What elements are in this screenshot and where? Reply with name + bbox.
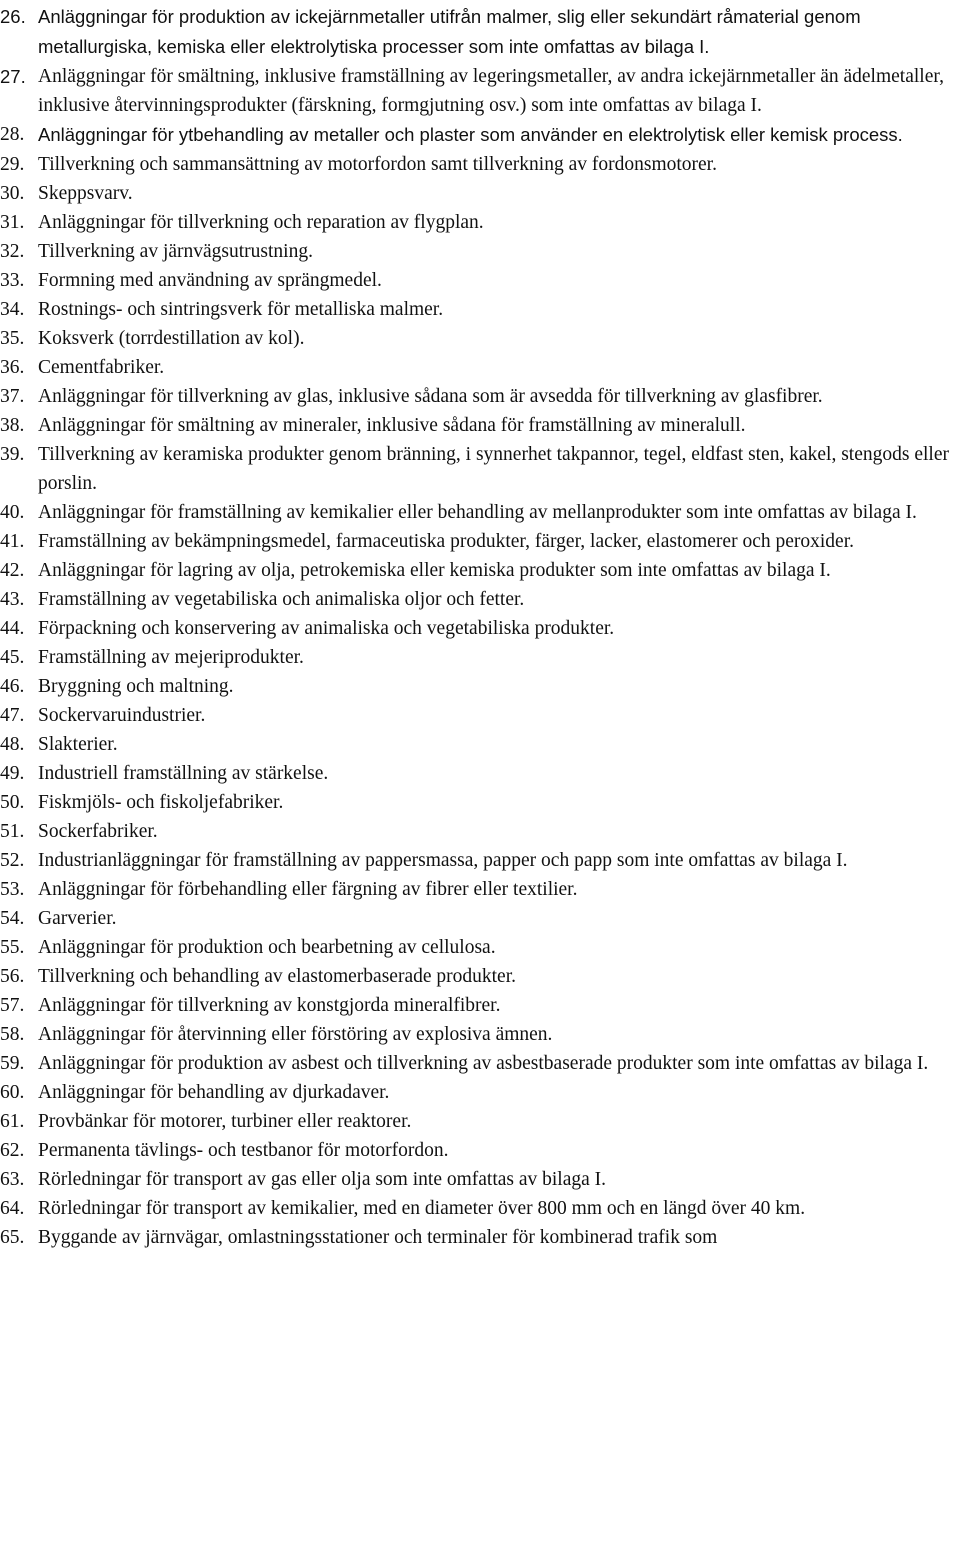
- item-text: Framställning av bekämpningsmedel, farmaceutiska produkter, färger, lacker, elastomerer och peroxider.: [38, 531, 854, 552]
- list-item: [0, 179, 958, 208]
- item-number: 26.: [0, 6, 26, 27]
- item-text: Anläggningar för produktion av ickejärnmetaller utifrån malmer, slig eller sekundärt råmaterial genom metallurgiska, kemiska eller elektrolytiska processer som inte omfattas av bilaga I.: [38, 6, 861, 57]
- list-item: [0, 991, 958, 1020]
- item-number: 42.: [0, 560, 25, 581]
- item-text: Tillverkning av keramiska produkter genom bränning, i synnerhet takpannor, tegel, eldfast sten, kakel, stengods eller porslin.: [38, 444, 949, 494]
- item-text: Förpackning och konservering av animaliska och vegetabiliska produkter.: [38, 618, 615, 639]
- item-text: Anläggningar för framställning av kemikalier eller behandling av mellanprodukter som inte omfattas av bilaga I.: [38, 502, 917, 523]
- list-item: [0, 150, 958, 179]
- item-number: 59.: [0, 1053, 25, 1074]
- list-item: [0, 1078, 958, 1107]
- item-number: 54.: [0, 908, 25, 929]
- list-item: [0, 2, 958, 62]
- item-number: 33.: [0, 270, 25, 291]
- item-number: 61.: [0, 1111, 25, 1132]
- item-number: 31.: [0, 212, 25, 233]
- item-text: Sockervaruindustrier.: [38, 705, 206, 726]
- list-item: [0, 701, 958, 730]
- item-text: Tillverkning av järnvägsutrustning.: [38, 241, 313, 262]
- item-text: Anläggningar för smältning av mineraler, inklusive sådana för framställning av mineralull.: [38, 415, 746, 436]
- item-number: 50.: [0, 792, 25, 813]
- list-item: [0, 904, 958, 933]
- list-item: [0, 527, 958, 556]
- item-number: 39.: [0, 444, 25, 465]
- item-number: 36.: [0, 357, 25, 378]
- list-item: [0, 672, 958, 701]
- list-item: [0, 1107, 958, 1136]
- list-item: [0, 1136, 958, 1165]
- list-item: [0, 62, 958, 120]
- item-text: Permanenta tävlings- och testbanor för motorfordon.: [38, 1140, 449, 1161]
- item-number: 46.: [0, 676, 25, 697]
- list-item: [0, 643, 958, 672]
- list-item: [0, 614, 958, 643]
- item-text: Bryggning och maltning.: [38, 676, 234, 697]
- list-item: [0, 933, 958, 962]
- numbered-list: [0, 2, 958, 1252]
- item-number: 34.: [0, 299, 25, 320]
- list-item: [0, 556, 958, 585]
- item-text: Byggande av järnvägar, omlastningsstationer och terminaler för kombinerad trafik som: [38, 1227, 718, 1248]
- list-item: [0, 411, 958, 440]
- list-item: [0, 585, 958, 614]
- item-number: 41.: [0, 531, 25, 552]
- item-number: 30.: [0, 183, 25, 204]
- item-text: Anläggningar för produktion och bearbetning av cellulosa.: [38, 937, 496, 958]
- list-item: [0, 440, 958, 498]
- list-item: [0, 1223, 958, 1252]
- item-number: 55.: [0, 937, 25, 958]
- item-number: 52.: [0, 850, 25, 871]
- item-number: 32.: [0, 241, 25, 262]
- list-item: [0, 875, 958, 904]
- list-item: [0, 730, 958, 759]
- item-text: Fiskmjöls- och fiskoljefabriker.: [38, 792, 284, 813]
- list-item: [0, 266, 958, 295]
- item-text: Tillverkning och sammansättning av motorfordon samt tillverkning av fordonsmotorer.: [38, 154, 717, 175]
- item-number: 45.: [0, 647, 25, 668]
- item-text: Rostnings- och sintringsverk för metalliska malmer.: [38, 299, 444, 320]
- list-item: [0, 788, 958, 817]
- item-text: Anläggningar för behandling av djurkadaver.: [38, 1082, 390, 1103]
- item-text: Slakterier.: [38, 734, 118, 755]
- item-text: Anläggningar för tillverkning och reparation av flygplan.: [38, 212, 484, 233]
- list-item: [0, 324, 958, 353]
- item-text: Provbänkar för motorer, turbiner eller reaktorer.: [38, 1111, 412, 1132]
- item-number: 65.: [0, 1227, 25, 1248]
- item-number: 57.: [0, 995, 25, 1016]
- item-text: Anläggningar för produktion av asbest och tillverkning av asbestbaserade produkter som inte omfattas av bilaga I.: [38, 1053, 929, 1074]
- item-text: Anläggningar för lagring av olja, petrokemiska eller kemiska produkter som inte omfattas av bilaga I.: [38, 560, 831, 581]
- item-number: 37.: [0, 386, 25, 407]
- item-text: Anläggningar för smältning, inklusive framställning av legeringsmetaller, av andra ickejärnmetaller än ädelmetaller, inklusive återvinningsprodukter (färskning, formgjutning osv.) som inte omfattas av bilaga I.: [38, 66, 944, 116]
- item-number: 40.: [0, 502, 25, 523]
- item-number: 62.: [0, 1140, 25, 1161]
- list-item: [0, 1165, 958, 1194]
- item-text: Sockerfabriker.: [38, 821, 158, 842]
- item-text: Anläggningar för förbehandling eller färgning av fibrer eller textilier.: [38, 879, 578, 900]
- item-number: 44.: [0, 618, 25, 639]
- item-text: Tillverkning och behandling av elastomerbaserade produkter.: [38, 966, 516, 987]
- list-item: [0, 382, 958, 411]
- item-text: Framställning av mejeriprodukter.: [38, 647, 304, 668]
- item-text: Formning med användning av sprängmedel.: [38, 270, 382, 291]
- list-item: [0, 1020, 958, 1049]
- item-text: Garverier.: [38, 908, 117, 929]
- item-number: 27.: [0, 66, 26, 87]
- item-text: Framställning av vegetabiliska och animaliska oljor och fetter.: [38, 589, 525, 610]
- list-item: [0, 120, 958, 150]
- list-item: [0, 498, 958, 527]
- item-number: 48.: [0, 734, 25, 755]
- item-text: Koksverk (torrdestillation av kol).: [38, 328, 305, 349]
- item-text: Anläggningar för återvinning eller förstöring av explosiva ämnen.: [38, 1024, 553, 1045]
- item-number: 29.: [0, 154, 25, 175]
- list-item: [0, 237, 958, 266]
- item-number: 43.: [0, 589, 25, 610]
- list-item: [0, 759, 958, 788]
- list-item: [0, 962, 958, 991]
- item-number: 47.: [0, 705, 25, 726]
- item-number: 49.: [0, 763, 25, 784]
- item-number: 56.: [0, 966, 25, 987]
- item-text: Rörledningar för transport av kemikalier, med en diameter över 800 mm och en längd över 40 km.: [38, 1198, 806, 1219]
- list-item: [0, 817, 958, 846]
- item-text: Cementfabriker.: [38, 357, 165, 378]
- item-number: 51.: [0, 821, 25, 842]
- item-number: 53.: [0, 879, 25, 900]
- list-item: [0, 353, 958, 382]
- list-item: [0, 846, 958, 875]
- item-text: Industrianläggningar för framställning av pappersmassa, papper och papp som inte omfattas av bilaga I.: [38, 850, 848, 871]
- list-item: [0, 208, 958, 237]
- item-number: 64.: [0, 1198, 25, 1219]
- item-number: 35.: [0, 328, 25, 349]
- list-item: [0, 1194, 958, 1223]
- item-text: Anläggningar för tillverkning av glas, inklusive sådana som är avsedda för tillverkning av glasfibrer.: [38, 386, 823, 407]
- list-item: [0, 1049, 958, 1078]
- item-text: Rörledningar för transport av gas eller olja som inte omfattas av bilaga I.: [38, 1169, 607, 1190]
- list-item: [0, 295, 958, 324]
- item-number: 58.: [0, 1024, 25, 1045]
- item-text: Skeppsvarv.: [38, 183, 133, 204]
- item-number: 38.: [0, 415, 25, 436]
- item-text: Anläggningar för ytbehandling av metaller och plaster som använder en elektrolytisk eller kemisk process.: [38, 124, 903, 145]
- item-number: 60.: [0, 1082, 25, 1103]
- item-text: Anläggningar för tillverkning av konstgjorda mineralfibrer.: [38, 995, 501, 1016]
- item-number: 28.: [0, 124, 25, 145]
- item-number: 63.: [0, 1169, 25, 1190]
- item-text: Industriell framställning av stärkelse.: [38, 763, 329, 784]
